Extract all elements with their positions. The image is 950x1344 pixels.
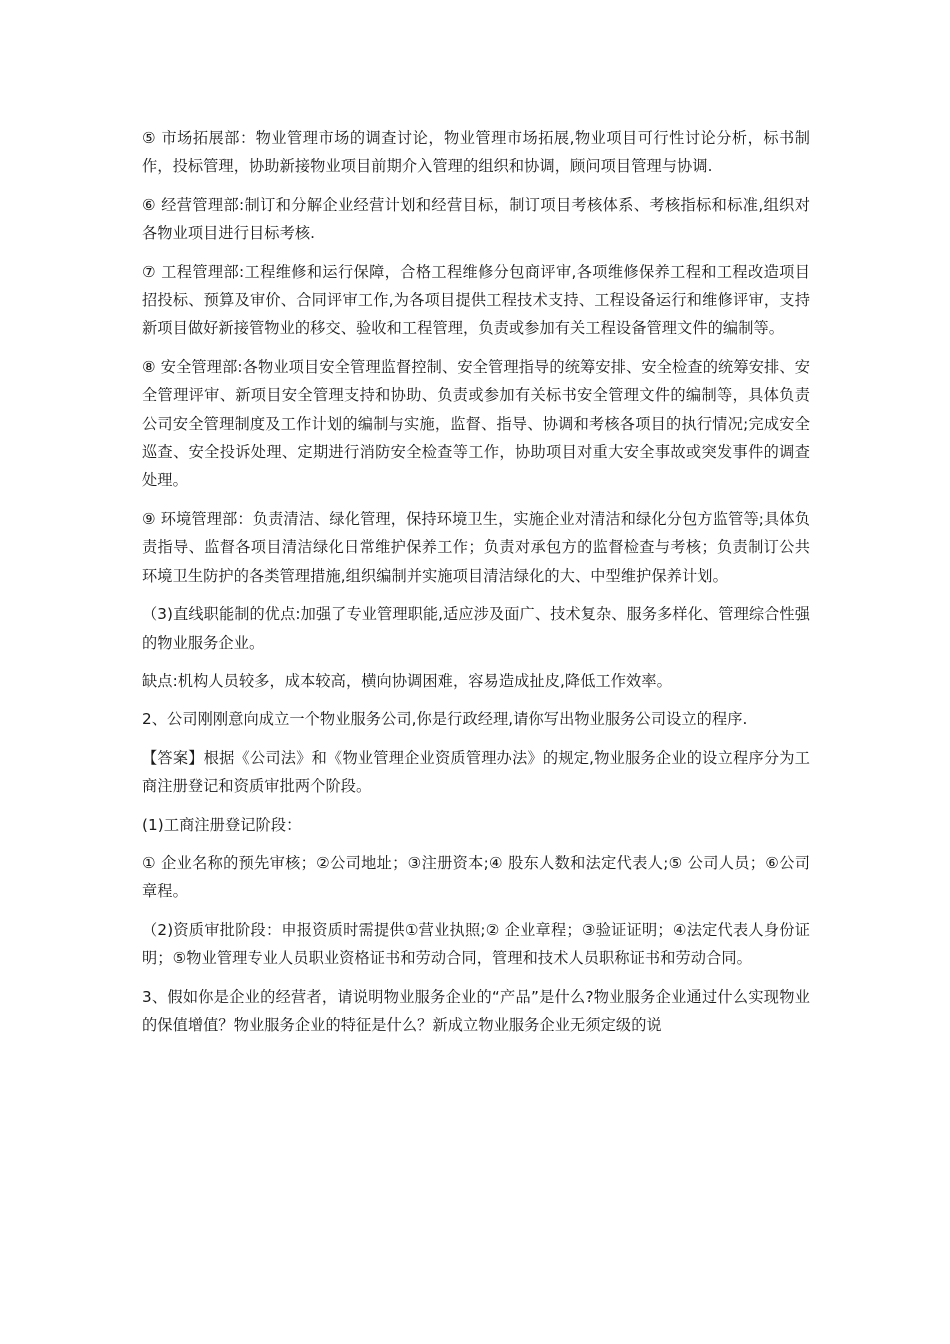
paragraph-environment-dept: ⑨ 环境管理部：负责清洁、绿化管理，保持环境卫生，实施企业对清洁和绿化分包方监管等;具体负责指导、监督各项目清洁绿化日常维护保养工作；负责对承包方的监督检查与考核；负责制订公共环境卫生防护的各类管理措施,组织编制并实施项目清洁绿化的大、中型维护保养计划。 — [142, 509, 810, 585]
paragraph-qualification-stage: （2)资质审批阶段：申报资质时需提供①营业执照;② 企业章程；③验证证明；④法定代表人身份证明；⑤物业管理专业人员职业资格证书和劳动合同，管理和技术人员职称证书和劳动合同。 — [142, 920, 810, 968]
paragraph-line-function-disadvantages: 缺点:机构人员较多，成本较高，横向协调困难，容易造成扯皮,降低工作效率。 — [142, 671, 672, 690]
paragraph-engineering-dept: ⑦ 工程管理部:工程维修和运行保障，合格工程维修分包商评审,各项维修保养工程和工程改造项目招投标、预算及审价、合同评审工作,为各项目提供工程技术支持、工程设备运行和维修评审，支持新项目做好新接管物业的移交、验收和工程管理，负责或参加有关工程设备管理文件的编制等。 — [142, 262, 810, 338]
paragraph-registration-items: ① 企业名称的预先审核；②公司地址；③注册资本;④ 股东人数和法定代表人;⑤ 公司人员；⑥公司章程。 — [142, 853, 810, 901]
paragraph-answer-intro: 【答案】根据《公司法》和《物业管理企业资质管理办法》的规定,物业服务企业的设立程序分为工商注册登记和资质审批两个阶段。 — [142, 748, 810, 796]
paragraph-question-3: 3、假如你是企业的经营者，请说明物业服务企业的“产品”是什么?物业服务企业通过什么实现物业的保值增值？物业服务企业的特征是什么？新成立物业服务企业无须定级的说 — [142, 987, 810, 1034]
paragraph-registration-stage-heading: (1)工商注册登记阶段： — [142, 815, 302, 834]
document-body — [142, 124, 810, 1049]
paragraph-question-2: 2、公司刚刚意向成立一个物业服务公司,你是行政经理,请你写出物业服务公司设立的程序. — [142, 710, 748, 729]
paragraph-operations-dept: ⑥ 经营管理部:制订和分解企业经营计划和经营目标，制订项目考核体系、考核指标和标准,组织对各物业项目进行目标考核. — [142, 195, 810, 243]
paragraph-market-expansion-dept: ⑤ 市场拓展部：物业管理市场的调查讨论，物业管理市场拓展,物业项目可行性讨论分析，标书制作，投标管理，协助新接物业项目前期介入管理的组织和协调，顾问项目管理与协调. — [142, 129, 810, 176]
paragraph-safety-dept: ⑧ 安全管理部:各物业项目安全管理监督控制、安全管理指导的统筹安排、安全检查的统筹安排、安全管理评审、新项目安全管理支持和协助、负责或参加有关标书安全管理文件的编制等，具体负责公司安全管理制度及工作计划的编制与实施，监督、指导、协调和考核各项目的执行情况;完成安全巡查、安全投诉处理、定期进行消防安全检查等工作，协助项目对重大安全事故或突发事件的调查处理。 — [142, 357, 810, 490]
paragraph-line-function-advantages: （3)直线职能制的优点:加强了专业管理职能,适应涉及面广、技术复杂、服务多样化、管理综合性强的物业服务企业。 — [142, 605, 811, 652]
